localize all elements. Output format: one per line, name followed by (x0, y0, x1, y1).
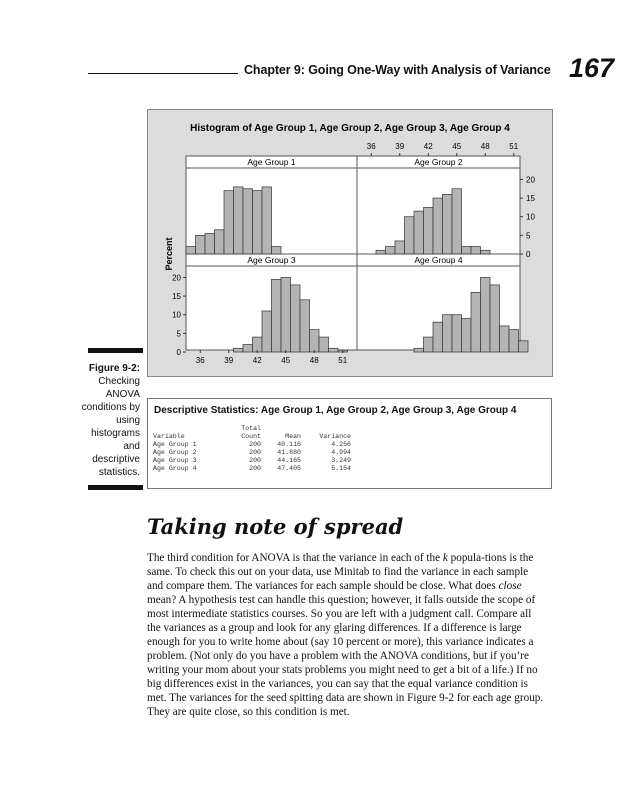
x-tick-label: 36 (195, 356, 205, 365)
histogram-bar (433, 198, 443, 254)
x-tick-label: 51 (509, 142, 519, 151)
table-cell: 200 (249, 449, 261, 456)
panel-label: Age Group 4 (414, 255, 463, 265)
histogram-bar (424, 207, 434, 254)
panel-label: Age Group 1 (247, 157, 296, 167)
y-axis-label: Percent (164, 237, 174, 271)
body-text-part: The third condition for ANOVA is that the variance in each of the (147, 552, 443, 564)
histogram-svg (148, 110, 552, 376)
x-tick-label: 36 (366, 142, 376, 151)
histogram-bar (243, 345, 253, 352)
table-cell: 47.405 (277, 465, 301, 472)
descriptive-stats-panel (147, 398, 552, 489)
histogram-bar (215, 230, 225, 254)
table-cell: 44.165 (277, 457, 301, 464)
figure-caption-text: Checking ANOVA conditions by using histograms and descriptive statistics. (81, 376, 140, 478)
histogram-bar (443, 315, 453, 352)
histogram-bar (234, 187, 244, 254)
figure-number: Figure 9-2: (88, 363, 140, 374)
histogram-bar (272, 247, 282, 254)
histogram-bar (471, 247, 481, 254)
histogram-bar (481, 250, 491, 254)
histogram-bar (414, 348, 424, 352)
body-paragraph (147, 551, 547, 719)
histogram-bar (243, 189, 253, 254)
figure-caption (80, 362, 140, 479)
table-cell: 3.249 (331, 457, 351, 464)
y-tick-label: 10 (526, 212, 535, 222)
stats-header-row (153, 433, 351, 441)
y-tick-label: 5 (176, 329, 181, 339)
x-tick-label: 45 (452, 142, 462, 151)
histogram-bar (186, 247, 196, 254)
histogram-bar (433, 322, 443, 352)
histogram-bar (424, 337, 434, 352)
stats-header-cell: Total (241, 425, 261, 432)
histogram-bar (395, 241, 405, 254)
stats-header-cell: Mean (285, 433, 301, 440)
histogram-bar (281, 277, 291, 352)
table-cell: 4.994 (331, 449, 351, 456)
body-text-part: mean? A hypothesis test can handle this question; however, it falls outside the scope of most intermediate statistics courses. So you are left with a judgment call. Compare all the variances as a group and look for any glaring differences. If a difference is large enough for you to write home about (say 10 percent or more), this variance indicates a problem. (Not only do you have a problem with the ANOVA conditions, but if you’re writing your mom about your stats problems you might need to get a bit of a life.) If no big differences exist in the variances, you can say that the equal variance condition is met. The variances for the seed spitting data are shown in Figure 9-2 for each age group. They are quite close, so this condition is met. (147, 594, 544, 718)
y-tick-label: 15 (526, 194, 535, 204)
histogram-bar (300, 300, 310, 352)
stats-header-cell (153, 425, 213, 433)
stats-header-top-row (153, 425, 351, 433)
histogram-bar (262, 311, 272, 352)
histogram-bar (291, 285, 301, 352)
histogram-bar (519, 341, 529, 352)
stats-header-cell: Variable (153, 433, 185, 440)
histogram-bar (443, 194, 453, 254)
body-text-part: popula-tions is the same. To check this out on your data, use Minitab to find the variance in each sample and compare them. The variances for each sample should be close. What does (147, 552, 534, 592)
panel-label: Age Group 2 (414, 157, 463, 167)
histogram-bar (462, 247, 472, 254)
table-cell: 5.154 (331, 465, 351, 472)
y-tick-label: 5 (526, 231, 531, 241)
stats-title: Descriptive Statistics: Age Group 1, Age Group 2, Age Group 3, Age Group 4 (154, 405, 517, 416)
x-tick-label: 39 (395, 142, 405, 151)
y-tick-label: 20 (526, 175, 535, 185)
x-tick-label: 42 (252, 356, 262, 365)
histogram-bar (205, 234, 215, 255)
stats-header-cell (261, 425, 301, 433)
section-title: Taking note of spread (147, 514, 404, 539)
x-tick-label: 48 (309, 356, 319, 365)
histogram-bar (262, 187, 272, 254)
table-row (153, 457, 351, 465)
x-tick-label: 51 (338, 356, 348, 365)
histogram-bar (452, 315, 462, 352)
histogram-bar (319, 337, 329, 352)
table-cell: 4.256 (331, 441, 351, 448)
y-tick-label: 20 (172, 273, 181, 283)
caption-bar-top (88, 348, 143, 353)
table-cell: 200 (249, 457, 261, 464)
table-cell: Age Group 1 (153, 441, 197, 448)
histogram-bar (272, 279, 282, 352)
chapter-title: Chapter 9: Going One-Way with Analysis of Variance (244, 63, 551, 77)
stats-table (153, 425, 351, 473)
x-tick-label: 48 (480, 142, 490, 151)
x-tick-label: 39 (224, 356, 234, 365)
table-cell: 40.116 (277, 441, 301, 448)
body-text (147, 551, 547, 719)
stats-header-cell: Count (241, 433, 261, 440)
histogram-bar (481, 277, 491, 352)
histogram-bar (253, 337, 263, 352)
histogram-bar (405, 217, 415, 254)
table-cell: Age Group 3 (153, 457, 197, 464)
chart-title: Histogram of Age Group 1, Age Group 2, Age Group 3, Age Group 4 (190, 123, 510, 134)
histogram-bar (224, 191, 234, 254)
y-tick-label: 0 (176, 348, 181, 357)
y-tick-label: 15 (172, 292, 181, 302)
histogram-bar (196, 235, 206, 254)
histogram-bar (376, 250, 386, 254)
histogram-bar (329, 348, 339, 352)
x-tick-label: 45 (281, 356, 291, 365)
y-tick-label: 0 (526, 250, 531, 259)
table-row (153, 449, 351, 457)
x-tick-label: 42 (423, 142, 433, 151)
page-number: 167 (569, 53, 615, 83)
table-cell: 41.880 (277, 449, 301, 456)
stats-header-cell: Variance (319, 433, 351, 440)
histogram-bar (310, 330, 320, 352)
body-text-italic: close (498, 580, 522, 592)
histogram-bar (386, 247, 396, 254)
histogram-bar (471, 292, 481, 352)
body-text-italic: k (442, 552, 448, 564)
table-cell: 200 (249, 465, 261, 472)
table-row (153, 465, 351, 473)
table-row (153, 441, 351, 449)
header-rule (88, 73, 238, 74)
histogram-bar (509, 330, 519, 352)
table-cell: 200 (249, 441, 261, 448)
histogram-bar (234, 348, 244, 352)
histogram-bar (490, 285, 500, 352)
panel-label: Age Group 3 (247, 255, 296, 265)
table-cell: Age Group 2 (153, 449, 197, 456)
y-tick-label: 10 (172, 310, 181, 320)
histogram-bar (253, 191, 263, 254)
histogram-bar (462, 318, 472, 352)
histogram-bar (452, 189, 462, 254)
stats-header-cell (301, 425, 351, 433)
histogram-bar (414, 211, 424, 254)
caption-bar-bottom (88, 485, 143, 490)
histogram-figure (147, 109, 553, 377)
histogram-bar (500, 326, 510, 352)
table-cell: Age Group 4 (153, 465, 197, 472)
